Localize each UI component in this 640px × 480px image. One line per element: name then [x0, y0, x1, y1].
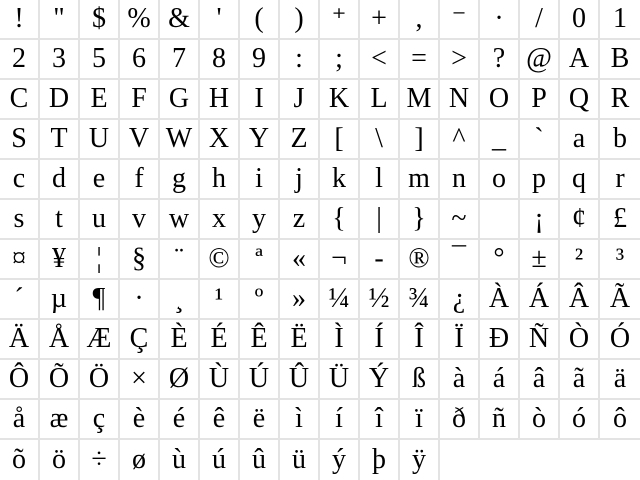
glyph-cell[interactable]: M: [400, 80, 440, 120]
glyph-cell[interactable]: ": [40, 0, 80, 40]
glyph-cell[interactable]: 2: [0, 40, 40, 80]
glyph-cell[interactable]: ⁺: [320, 0, 360, 40]
glyph-cell[interactable]: J: [280, 80, 320, 120]
glyph-cell[interactable]: $: [80, 0, 120, 40]
glyph-cell[interactable]: Ã: [600, 280, 640, 320]
glyph-cell[interactable]: û: [240, 440, 280, 480]
glyph-cell[interactable]: Ñ: [520, 320, 560, 360]
glyph-cell[interactable]: !: [0, 0, 40, 40]
glyph-cell[interactable]: Õ: [40, 360, 80, 400]
glyph-cell[interactable]: ï: [400, 400, 440, 440]
glyph-cell[interactable]: [480, 200, 520, 240]
glyph-cell[interactable]: é: [160, 400, 200, 440]
glyph-cell[interactable]: {: [320, 200, 360, 240]
glyph-cell[interactable]: ¬: [320, 240, 360, 280]
glyph-cell[interactable]: g: [160, 160, 200, 200]
glyph-cell[interactable]: È: [160, 320, 200, 360]
glyph-cell[interactable]: u: [80, 200, 120, 240]
glyph-cell[interactable]: Ò: [560, 320, 600, 360]
glyph-cell[interactable]: G: [160, 80, 200, 120]
glyph-cell[interactable]: a: [560, 120, 600, 160]
glyph-cell[interactable]: ¾: [400, 280, 440, 320]
glyph-cell[interactable]: º: [240, 280, 280, 320]
glyph-cell[interactable]: ß: [400, 360, 440, 400]
glyph-cell[interactable]: ': [200, 0, 240, 40]
glyph-cell[interactable]: õ: [0, 440, 40, 480]
glyph-cell[interactable]: ,: [400, 0, 440, 40]
glyph-cell[interactable]: í: [320, 400, 360, 440]
glyph-cell[interactable]: §: [120, 240, 160, 280]
glyph-cell[interactable]: å: [0, 400, 40, 440]
glyph-cell[interactable]: ³: [600, 240, 640, 280]
glyph-cell[interactable]: (: [240, 0, 280, 40]
glyph-cell[interactable]: 7: [160, 40, 200, 80]
glyph-cell[interactable]: Á: [520, 280, 560, 320]
glyph-cell[interactable]: c: [0, 160, 40, 200]
glyph-cell[interactable]: Ë: [280, 320, 320, 360]
glyph-cell[interactable]: æ: [40, 400, 80, 440]
glyph-cell[interactable]: }: [400, 200, 440, 240]
glyph-cell[interactable]: A: [560, 40, 600, 80]
glyph-cell[interactable]: e: [80, 160, 120, 200]
glyph-cell[interactable]: H: [200, 80, 240, 120]
glyph-cell[interactable]: o: [480, 160, 520, 200]
glyph-cell[interactable]: «: [280, 240, 320, 280]
glyph-cell[interactable]: ä: [600, 360, 640, 400]
glyph-cell[interactable]: =: [400, 40, 440, 80]
glyph-cell[interactable]: É: [200, 320, 240, 360]
glyph-cell[interactable]: ó: [560, 400, 600, 440]
glyph-cell[interactable]: x: [200, 200, 240, 240]
glyph-cell[interactable]: ê: [200, 400, 240, 440]
glyph-cell[interactable]: I: [240, 80, 280, 120]
glyph-cell[interactable]: \: [360, 120, 400, 160]
glyph-cell[interactable]: ]: [400, 120, 440, 160]
glyph-cell[interactable]: n: [440, 160, 480, 200]
glyph-cell[interactable]: ö: [40, 440, 80, 480]
glyph-cell[interactable]: &: [160, 0, 200, 40]
glyph-cell[interactable]: Å: [40, 320, 80, 360]
glyph-cell[interactable]: ¼: [320, 280, 360, 320]
glyph-cell[interactable]: <: [360, 40, 400, 80]
glyph-cell[interactable]: y: [240, 200, 280, 240]
glyph-cell[interactable]: ÷: [80, 440, 120, 480]
glyph-cell[interactable]: R: [600, 80, 640, 120]
glyph-cell[interactable]: E: [80, 80, 120, 120]
glyph-cell[interactable]: _: [480, 120, 520, 160]
glyph-cell[interactable]: ª: [240, 240, 280, 280]
glyph-cell[interactable]: Ý: [360, 360, 400, 400]
glyph-cell[interactable]: T: [40, 120, 80, 160]
glyph-cell[interactable]: ): [280, 0, 320, 40]
glyph-cell[interactable]: v: [120, 200, 160, 240]
glyph-cell[interactable]: ð: [440, 400, 480, 440]
glyph-cell[interactable]: +: [360, 0, 400, 40]
glyph-cell[interactable]: Ì: [320, 320, 360, 360]
glyph-cell[interactable]: ·: [480, 0, 520, 40]
glyph-cell[interactable]: á: [480, 360, 520, 400]
glyph-cell[interactable]: F: [120, 80, 160, 120]
glyph-cell[interactable]: ã: [560, 360, 600, 400]
glyph-cell[interactable]: ý: [320, 440, 360, 480]
glyph-cell[interactable]: ~: [440, 200, 480, 240]
glyph-cell[interactable]: µ: [40, 280, 80, 320]
glyph-cell[interactable]: ÿ: [400, 440, 440, 480]
glyph-cell[interactable]: 5: [80, 40, 120, 80]
glyph-cell[interactable]: ®: [400, 240, 440, 280]
glyph-cell[interactable]: ¦: [80, 240, 120, 280]
glyph-cell[interactable]: Q: [560, 80, 600, 120]
glyph-cell[interactable]: ¥: [40, 240, 80, 280]
glyph-cell[interactable]: 6: [120, 40, 160, 80]
glyph-cell[interactable]: i: [240, 160, 280, 200]
glyph-cell[interactable]: ¯: [440, 240, 480, 280]
glyph-cell[interactable]: à: [440, 360, 480, 400]
glyph-cell[interactable]: ;: [320, 40, 360, 80]
glyph-cell[interactable]: 3: [40, 40, 80, 80]
glyph-cell[interactable]: ¶: [80, 280, 120, 320]
glyph-cell[interactable]: 9: [240, 40, 280, 80]
glyph-cell[interactable]: N: [440, 80, 480, 120]
glyph-cell[interactable]: ¹: [200, 280, 240, 320]
glyph-cell[interactable]: ¤: [0, 240, 40, 280]
glyph-cell[interactable]: î: [360, 400, 400, 440]
glyph-cell[interactable]: ü: [280, 440, 320, 480]
glyph-cell[interactable]: ²: [560, 240, 600, 280]
glyph-cell[interactable]: C: [0, 80, 40, 120]
glyph-cell[interactable]: Ç: [120, 320, 160, 360]
glyph-cell[interactable]: Î: [400, 320, 440, 360]
glyph-cell[interactable]: /: [520, 0, 560, 40]
glyph-cell[interactable]: ç: [80, 400, 120, 440]
glyph-cell[interactable]: þ: [360, 440, 400, 480]
glyph-cell[interactable]: j: [280, 160, 320, 200]
glyph-cell[interactable]: £: [600, 200, 640, 240]
glyph-cell[interactable]: k: [320, 160, 360, 200]
glyph-cell[interactable]: Æ: [80, 320, 120, 360]
glyph-cell[interactable]: f: [120, 160, 160, 200]
glyph-cell[interactable]: W: [160, 120, 200, 160]
glyph-cell[interactable]: À: [480, 280, 520, 320]
glyph-cell[interactable]: ¨: [160, 240, 200, 280]
glyph-cell[interactable]: l: [360, 160, 400, 200]
glyph-cell[interactable]: 0: [560, 0, 600, 40]
glyph-cell[interactable]: S: [0, 120, 40, 160]
glyph-cell[interactable]: ¡: [520, 200, 560, 240]
glyph-cell[interactable]: 1: [600, 0, 640, 40]
glyph-cell[interactable]: p: [520, 160, 560, 200]
glyph-cell[interactable]: P: [520, 80, 560, 120]
glyph-cell[interactable]: Z: [280, 120, 320, 160]
glyph-cell[interactable]: Ú: [240, 360, 280, 400]
glyph-cell[interactable]: è: [120, 400, 160, 440]
glyph-cell[interactable]: ñ: [480, 400, 520, 440]
glyph-cell[interactable]: [: [320, 120, 360, 160]
glyph-cell[interactable]: ⁻: [440, 0, 480, 40]
glyph-cell[interactable]: ô: [600, 400, 640, 440]
glyph-cell[interactable]: ù: [160, 440, 200, 480]
empty-area: [440, 440, 640, 480]
glyph-cell[interactable]: ú: [200, 440, 240, 480]
glyph-cell[interactable]: Ô: [0, 360, 40, 400]
glyph-cell[interactable]: ±: [520, 240, 560, 280]
glyph-cell[interactable]: m: [400, 160, 440, 200]
glyph-cell[interactable]: â: [520, 360, 560, 400]
glyph-cell[interactable]: q: [560, 160, 600, 200]
glyph-cell[interactable]: ?: [480, 40, 520, 80]
glyph-cell[interactable]: ë: [240, 400, 280, 440]
glyph-cell[interactable]: Ê: [240, 320, 280, 360]
glyph-cell[interactable]: :: [280, 40, 320, 80]
glyph-cell[interactable]: X: [200, 120, 240, 160]
glyph-cell[interactable]: Ù: [200, 360, 240, 400]
glyph-cell[interactable]: V: [120, 120, 160, 160]
glyph-cell[interactable]: K: [320, 80, 360, 120]
glyph-cell[interactable]: ½: [360, 280, 400, 320]
glyph-cell[interactable]: `: [520, 120, 560, 160]
glyph-cell[interactable]: D: [40, 80, 80, 120]
glyph-cell[interactable]: L: [360, 80, 400, 120]
glyph-cell[interactable]: -: [360, 240, 400, 280]
glyph-cell[interactable]: Ó: [600, 320, 640, 360]
glyph-cell[interactable]: Â: [560, 280, 600, 320]
glyph-cell[interactable]: Ï: [440, 320, 480, 360]
glyph-cell[interactable]: °: [480, 240, 520, 280]
glyph-cell[interactable]: r: [600, 160, 640, 200]
glyph-cell[interactable]: Ü: [320, 360, 360, 400]
glyph-cell[interactable]: Û: [280, 360, 320, 400]
glyph-cell[interactable]: Ø: [160, 360, 200, 400]
glyph-cell[interactable]: Ð: [480, 320, 520, 360]
glyph-cell[interactable]: Ä: [0, 320, 40, 360]
glyph-cell[interactable]: Y: [240, 120, 280, 160]
glyph-cell[interactable]: z: [280, 200, 320, 240]
glyph-cell[interactable]: @: [520, 40, 560, 80]
glyph-cell[interactable]: >: [440, 40, 480, 80]
glyph-cell[interactable]: U: [80, 120, 120, 160]
glyph-cell[interactable]: ì: [280, 400, 320, 440]
glyph-cell[interactable]: ò: [520, 400, 560, 440]
glyph-cell[interactable]: ¿: [440, 280, 480, 320]
glyph-cell[interactable]: »: [280, 280, 320, 320]
glyph-cell[interactable]: O: [480, 80, 520, 120]
glyph-cell[interactable]: ©: [200, 240, 240, 280]
glyph-cell[interactable]: h: [200, 160, 240, 200]
glyph-cell[interactable]: ×: [120, 360, 160, 400]
glyph-cell[interactable]: Í: [360, 320, 400, 360]
glyph-cell[interactable]: t: [40, 200, 80, 240]
glyph-cell[interactable]: B: [600, 40, 640, 80]
glyph-cell[interactable]: ¢: [560, 200, 600, 240]
glyph-cell[interactable]: s: [0, 200, 40, 240]
glyph-cell[interactable]: b: [600, 120, 640, 160]
glyph-cell[interactable]: Ö: [80, 360, 120, 400]
glyph-cell[interactable]: ¸: [160, 280, 200, 320]
glyph-cell[interactable]: ´: [0, 280, 40, 320]
glyph-cell[interactable]: |: [360, 200, 400, 240]
glyph-cell[interactable]: ^: [440, 120, 480, 160]
glyph-cell[interactable]: w: [160, 200, 200, 240]
glyph-cell[interactable]: d: [40, 160, 80, 200]
glyph-cell[interactable]: ø: [120, 440, 160, 480]
glyph-cell[interactable]: ·: [120, 280, 160, 320]
glyph-cell[interactable]: 8: [200, 40, 240, 80]
glyph-cell[interactable]: %: [120, 0, 160, 40]
